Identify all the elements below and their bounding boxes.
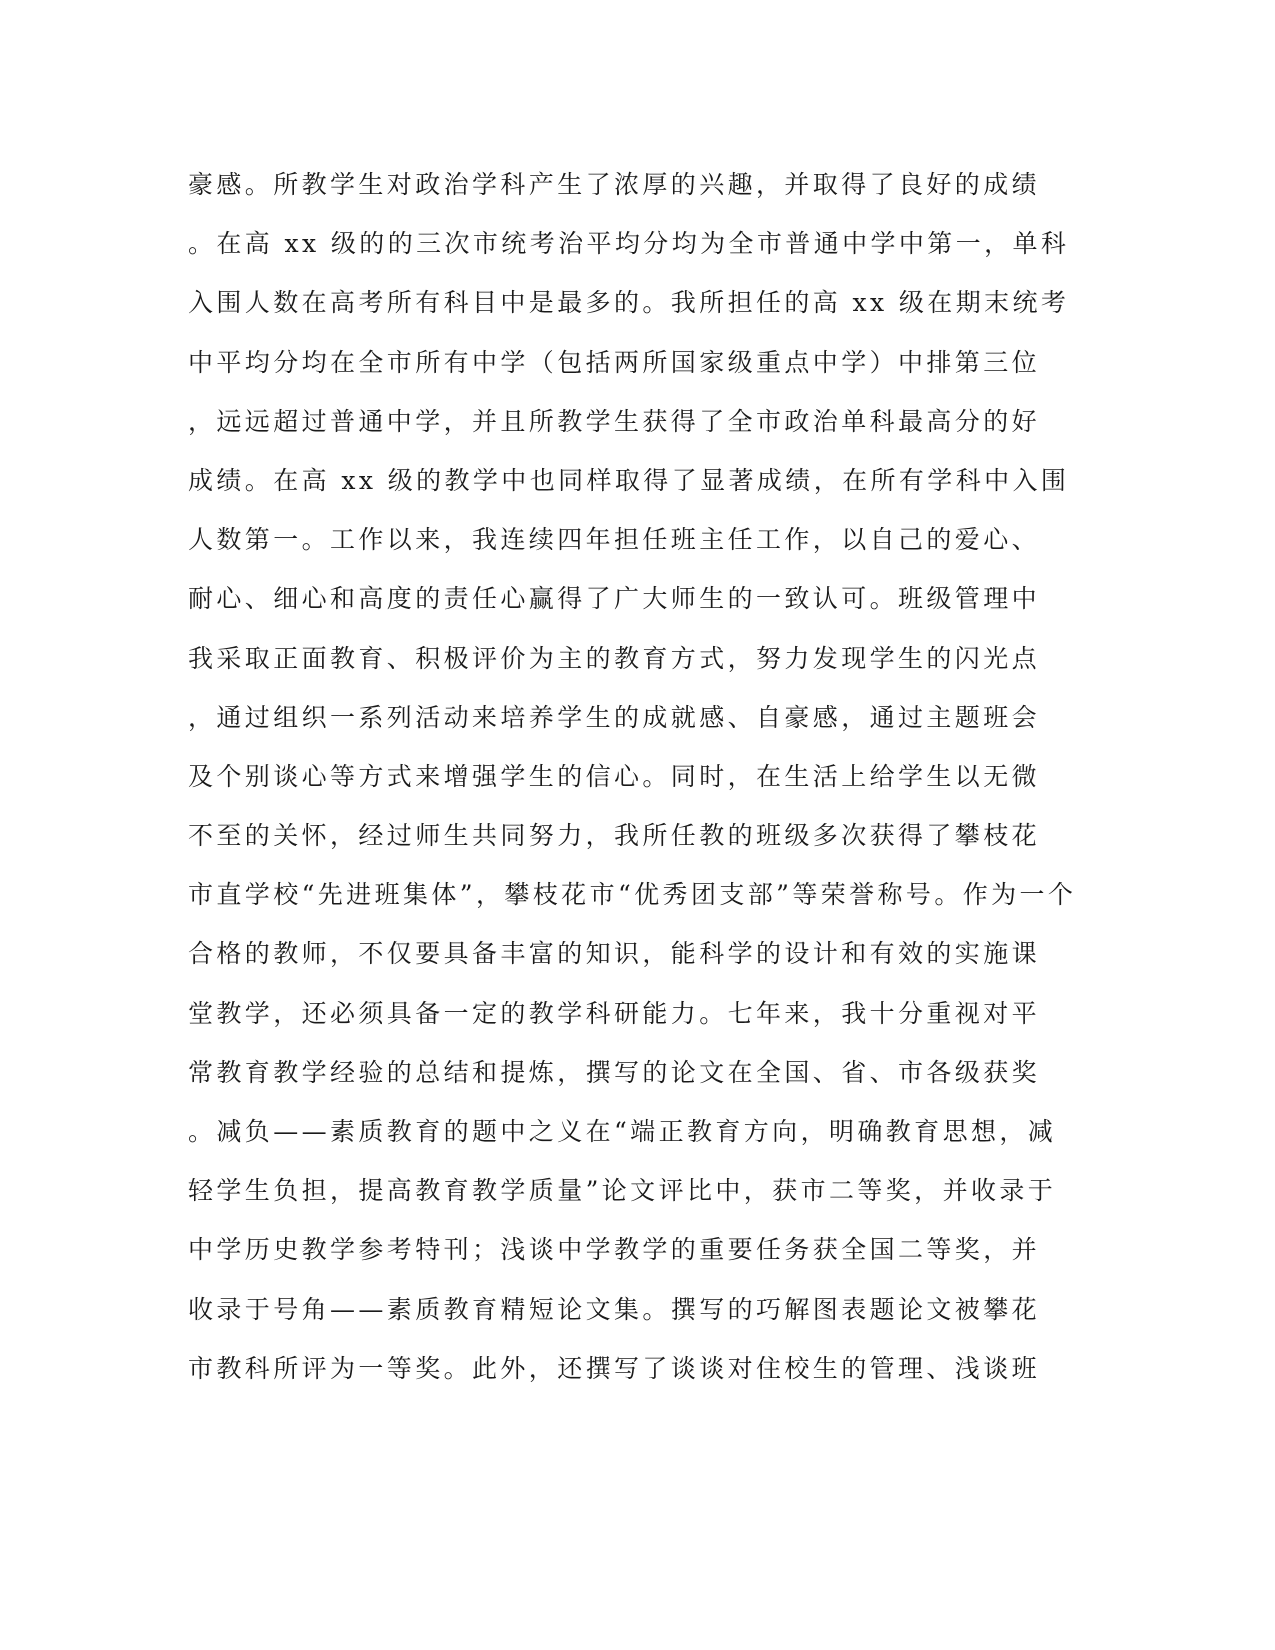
- text-line: 豪感。所教学生对政治学科产生了浓厚的兴趣，并取得了良好的成绩: [188, 170, 1041, 199]
- text-line: 市教科所评为一等奖。此外，还撰写了谈谈对住校生的管理、浅谈班: [188, 1353, 1041, 1383]
- text-line: 耐心、细心和高度的责任心赢得了广大师生的一致认可。班级管理中: [188, 584, 1041, 614]
- text-line: 我采取正面教育、积极评价为主的教育方式，努力发现学生的闪光点: [188, 643, 1041, 673]
- text-line: 中平均分均在全市所有中学（包括两所国家级重点中学）中排第三位: [188, 347, 1041, 377]
- text-line: 人数第一。工作以来，我连续四年担任班主任工作，以自己的爱心、: [188, 525, 1041, 555]
- text-line: ，远远超过普通中学，并且所教学生获得了全市政治单科最高分的好: [188, 406, 1041, 436]
- text-line: 轻学生负担，提高教育教学质量”论文评比中，获市二等奖，并收录于: [188, 1176, 1057, 1206]
- text-line: 常教育教学经验的总结和提炼，撰写的论文在全国、省、市各级获奖: [188, 1057, 1041, 1087]
- text-line: 收录于号角——素质教育精短论文集。撰写的巧解图表题论文被攀花: [188, 1294, 1041, 1324]
- text-line: 不至的关怀，经过师生共同努力，我所任教的班级多次获得了攀枝花: [188, 821, 1041, 851]
- text-line: 合格的教师，不仅要具备丰富的知识，能科学的设计和有效的实施课: [188, 939, 1041, 969]
- text-line: 成绩。在高 xx 级的教学中也同样取得了显著成绩，在所有学科中入围: [188, 465, 1070, 495]
- body-text: [188, 155, 1088, 1398]
- text-line: 及个别谈心等方式来增强学生的信心。同时，在生活上给学生以无微: [188, 761, 1041, 791]
- text-line: 。减负——素质教育的题中之义在“端正教育方向，明确教育思想，减: [188, 1117, 1057, 1146]
- text-line: 堂教学，还必须具备一定的教学科研能力。七年来，我十分重视对平: [188, 998, 1041, 1028]
- text-line: 市直学校“先进班集体”，攀枝花市“优秀团支部”等荣誉称号。作为一个: [188, 880, 1077, 910]
- text-line: 中学历史教学参考特刊；浅谈中学教学的重要任务获全国二等奖，并: [188, 1235, 1041, 1265]
- text-line: ，通过组织一系列活动来培养学生的成就感、自豪感，通过主题班会: [188, 702, 1041, 732]
- text-line: 入围人数在高考所有科目中是最多的。我所担任的高 xx 级在期末统考: [188, 288, 1070, 318]
- text-line: 。在高 xx 级的的三次市统考治平均分均为全市普通中学中第一，单科: [188, 229, 1070, 259]
